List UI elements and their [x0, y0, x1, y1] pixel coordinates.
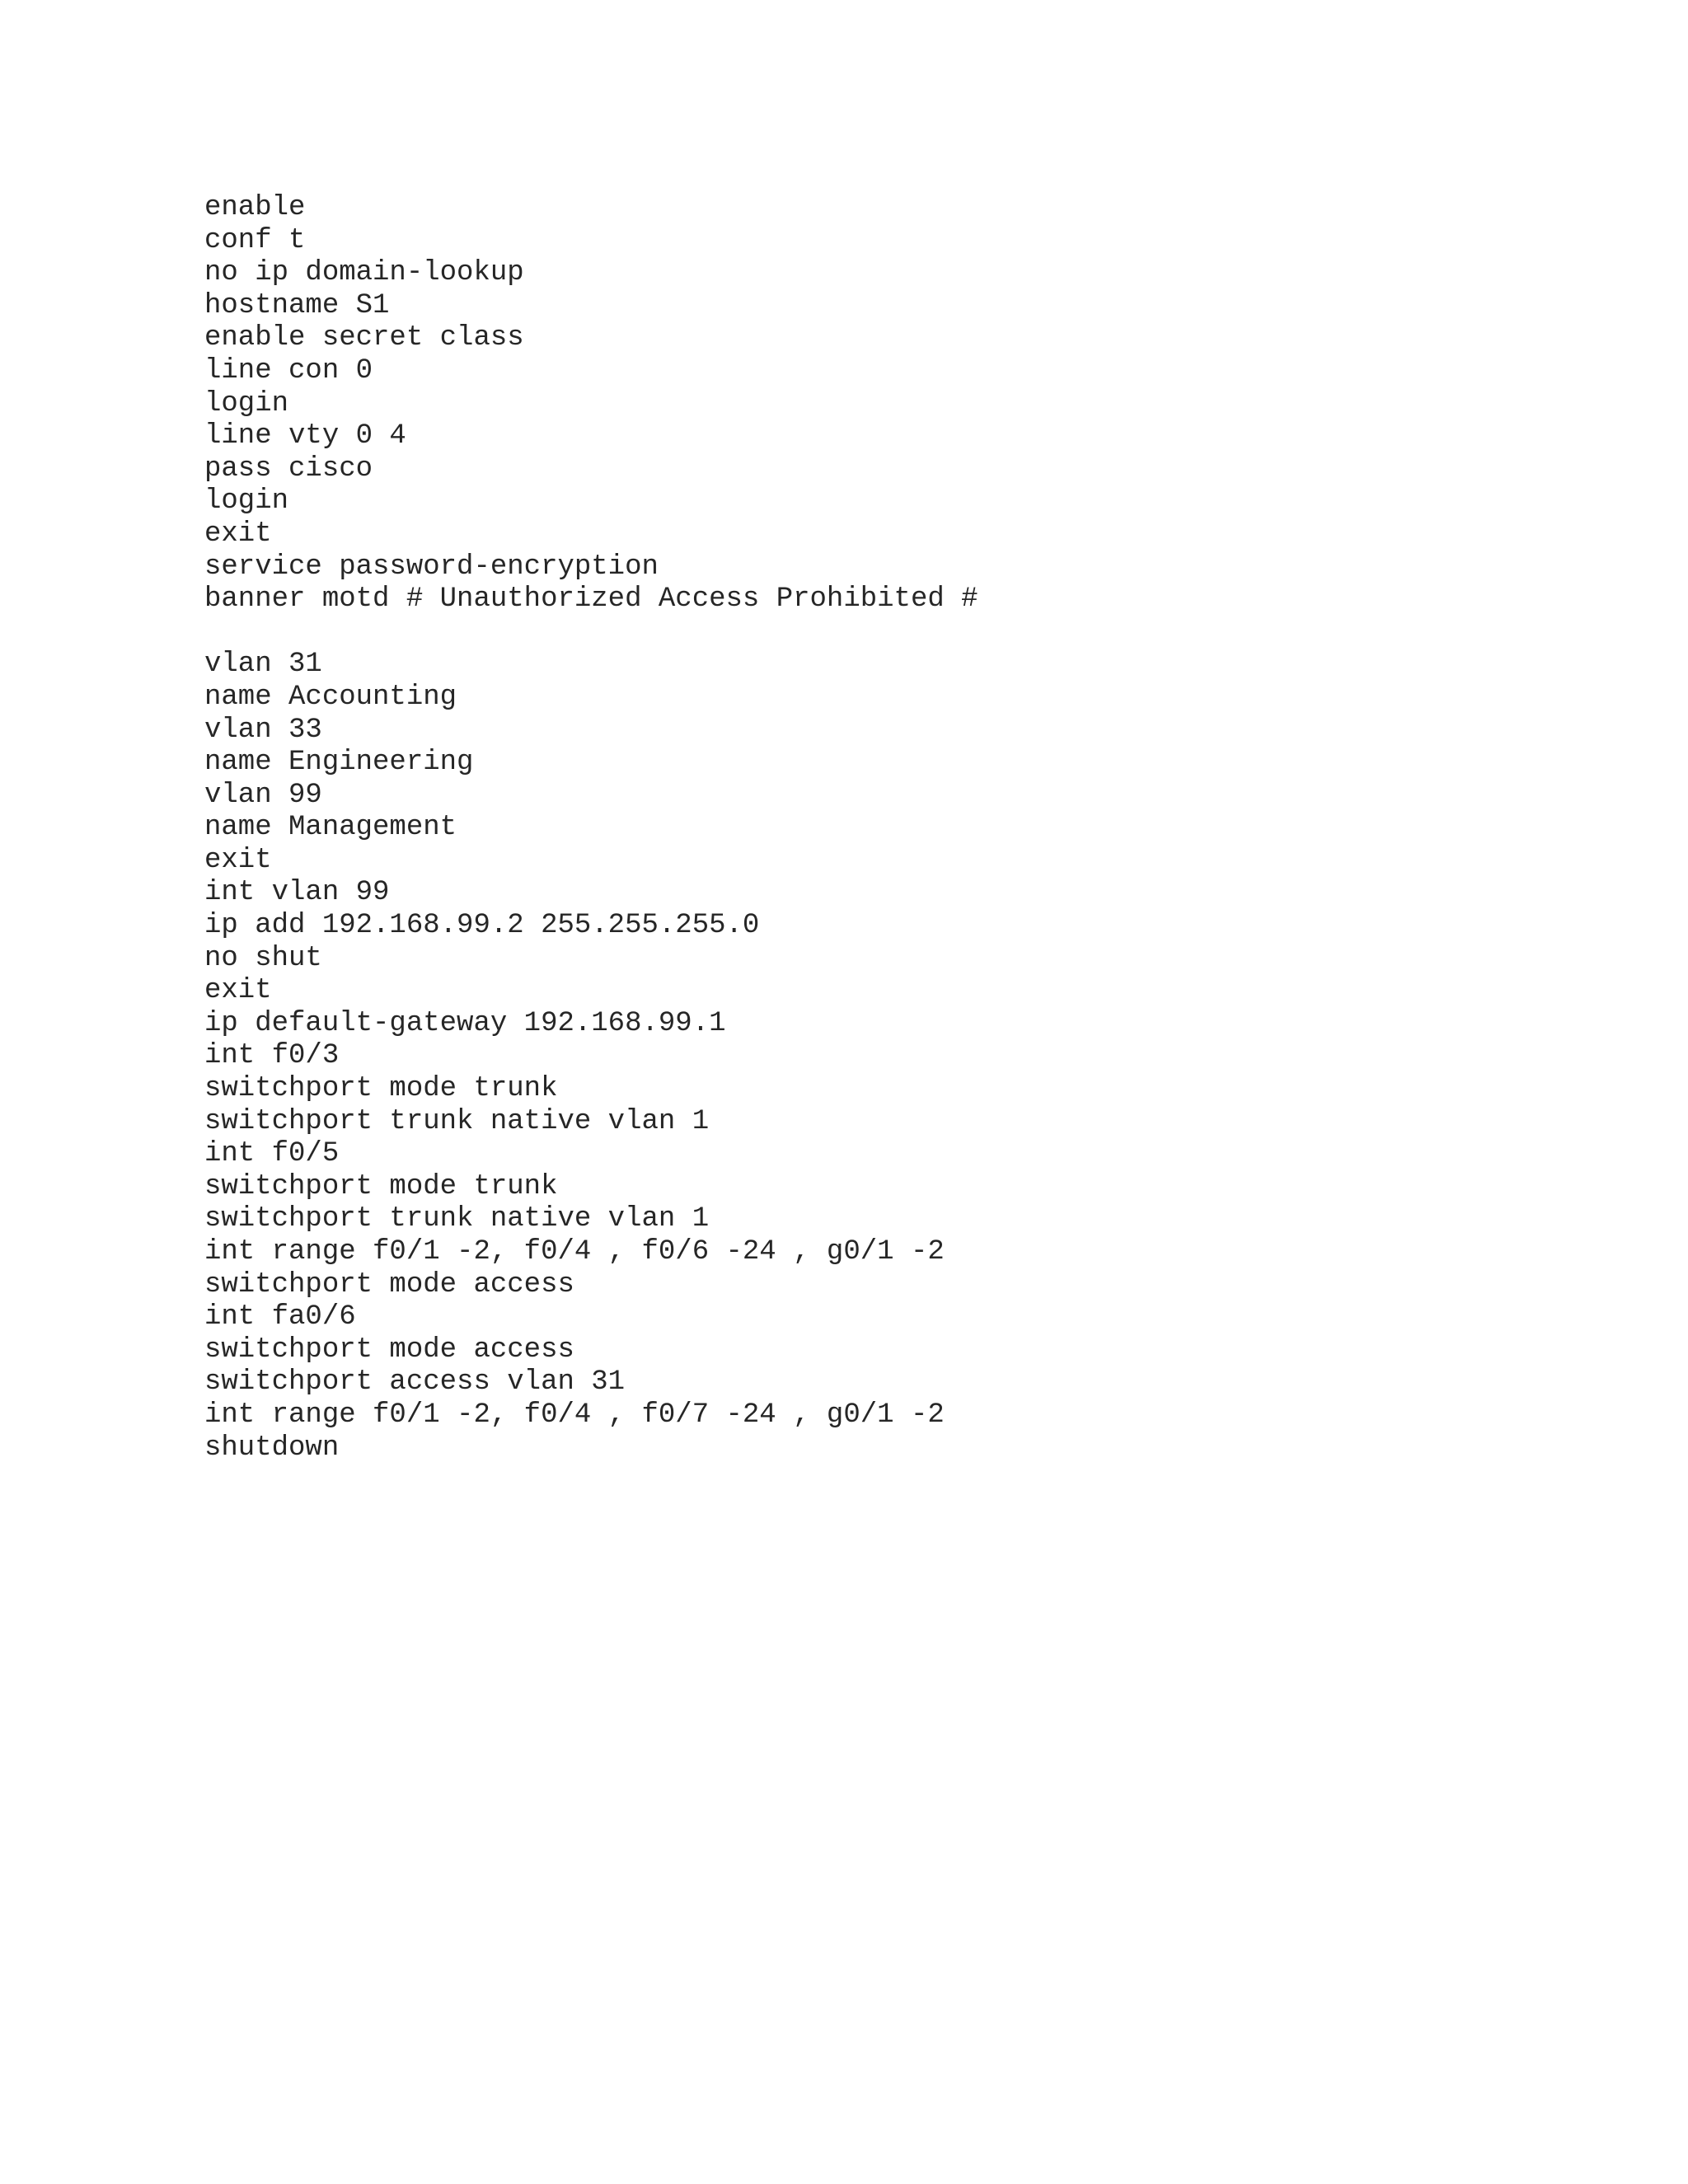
- code-line: vlan 31: [204, 649, 322, 681]
- code-line: ip default-gateway 192.168.99.1: [204, 1007, 726, 1039]
- code-line: name Management: [204, 812, 457, 844]
- code-line: int fa0/6: [204, 1301, 356, 1333]
- code-line: pass cisco: [204, 452, 373, 485]
- code-line: switchport mode trunk: [204, 1170, 558, 1202]
- code-line: vlan 99: [204, 779, 322, 811]
- config-commands: [204, 192, 978, 1465]
- code-line: login: [204, 387, 289, 419]
- code-line: switchport trunk native vlan 1: [204, 1105, 710, 1137]
- code-line: int vlan 99: [204, 877, 390, 909]
- code-line: no ip domain-lookup: [204, 257, 524, 289]
- code-line: service password-encryption: [204, 551, 659, 583]
- code-line: int f0/3: [204, 1040, 340, 1072]
- code-line: hostname S1: [204, 289, 390, 321]
- code-line: int range f0/1 -2, f0/4 , f0/7 -24 , g0/1 -2: [204, 1399, 945, 1431]
- code-line: no shut: [204, 942, 322, 974]
- code-line: exit: [204, 975, 272, 1007]
- code-line: exit: [204, 844, 272, 876]
- code-line: switchport mode trunk: [204, 1073, 558, 1105]
- blank-line: [204, 616, 978, 649]
- code-line: line vty 0 4: [204, 420, 406, 452]
- code-line: switchport mode access: [204, 1268, 574, 1301]
- code-line: int f0/5: [204, 1138, 340, 1170]
- code-line: name Engineering: [204, 747, 474, 779]
- code-line: banner motd # Unauthorized Access Prohibited #: [204, 583, 978, 616]
- code-line: exit: [204, 518, 272, 550]
- code-line: switchport mode access: [204, 1333, 574, 1366]
- code-line: ip add 192.168.99.2 255.255.255.0: [204, 910, 760, 942]
- code-line: vlan 33: [204, 714, 322, 746]
- code-line: switchport access vlan 31: [204, 1366, 626, 1399]
- code-line: conf t: [204, 224, 306, 256]
- code-line: login: [204, 485, 289, 518]
- code-line: enable: [204, 192, 306, 223]
- code-line: name Accounting: [204, 681, 457, 713]
- code-line: switchport trunk native vlan 1: [204, 1203, 710, 1235]
- code-line: shutdown: [204, 1432, 340, 1464]
- code-line: enable secret class: [204, 322, 524, 354]
- code-line: line con 0: [204, 354, 373, 387]
- code-line: int range f0/1 -2, f0/4 , f0/6 -24 , g0/1 -2: [204, 1236, 945, 1268]
